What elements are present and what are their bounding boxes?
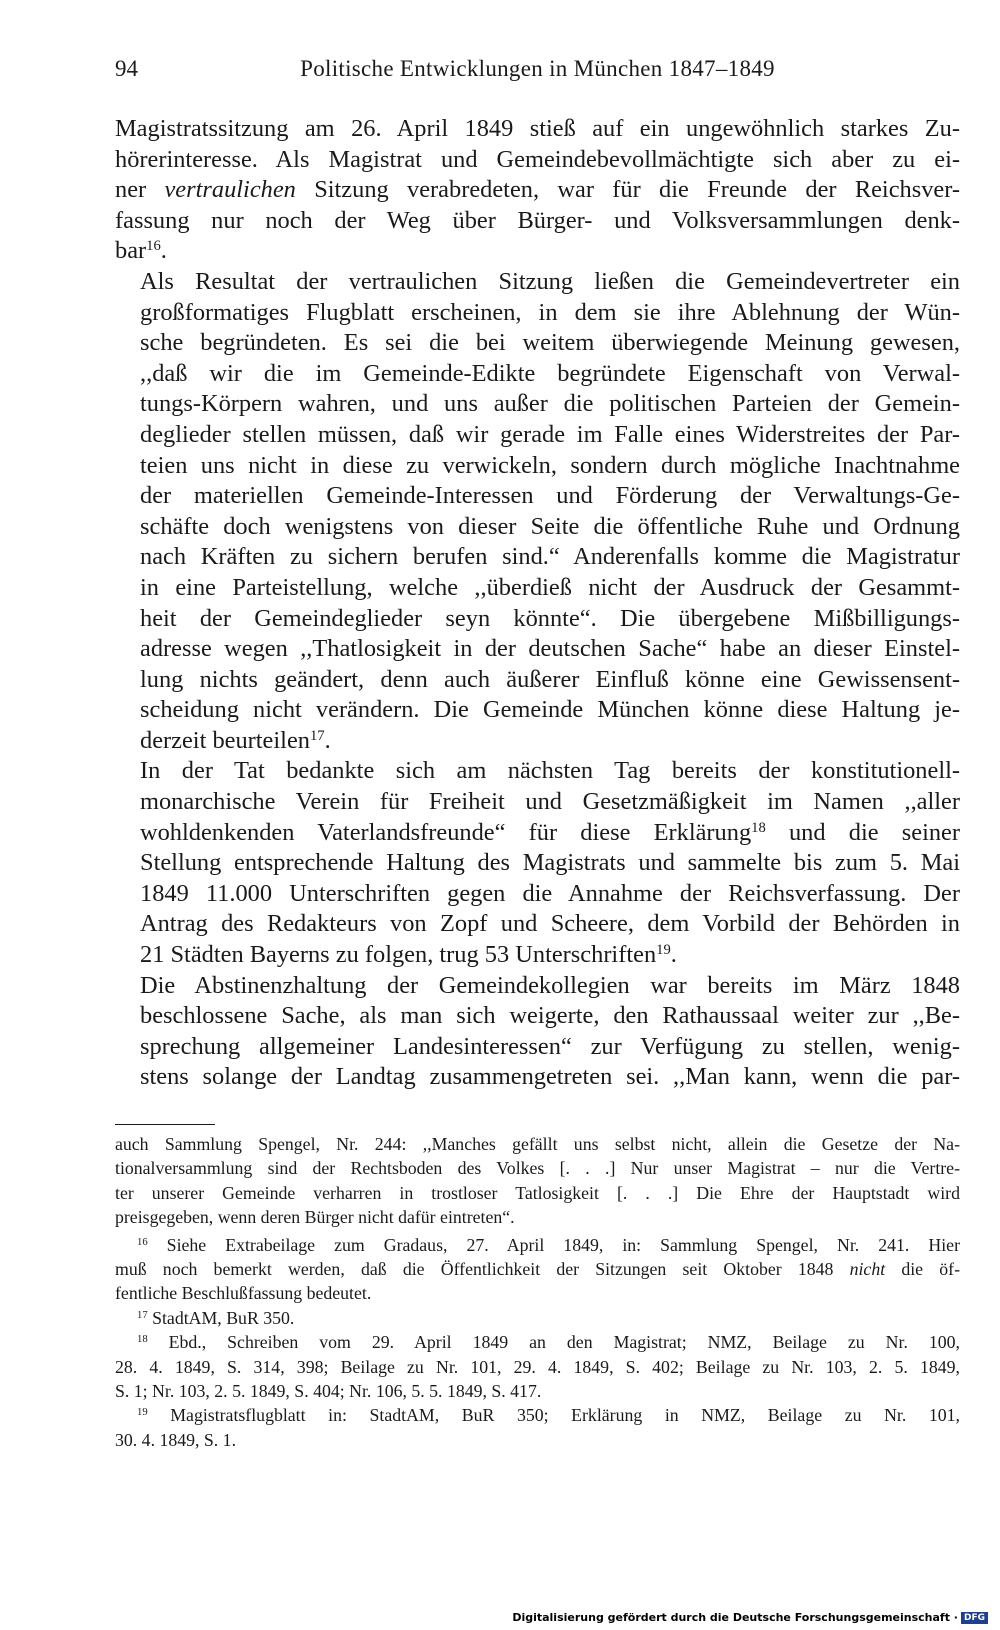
text-line [115, 236, 960, 267]
text-line: adresse wegen ,,Thatlosigkeit in der deutschen Sache“ habe an dieser Einstel- [140, 635, 960, 663]
digitization-footer [512, 1611, 988, 1624]
footnote-ref: 17 [309, 727, 325, 744]
text-segment: 21 Städten Bayerns zu folgen, trug 53 Unterschriften [140, 941, 657, 969]
text-segment: Sitzung verabredeten, war für die Freunde der Reichsver- [295, 176, 960, 204]
text-segment: muß noch bemerkt werden, daß die Öffentlichkeit der Sitzungen seit Oktober 1848 [115, 1259, 850, 1280]
text-line: hörerinteresse. Als Magistrat und Gemeindebevollmächtigte sich aber zu ei- [115, 145, 960, 173]
text-line: teien uns nicht in diese zu verwickeln, sondern durch mögliche Inachtnahme [140, 451, 960, 479]
text-segment: und die seiner [765, 818, 960, 846]
text-line [115, 175, 960, 206]
text-line: 30. 4. 1849, S. 1. [115, 1429, 237, 1450]
text-line: sche begründeten. Es sei die bei weitem überwiegende Meinung gewesen, [140, 329, 960, 357]
paragraph-3 [115, 756, 960, 970]
text-line: Antrag des Redakteurs von Zopf und Scheere, dem Vorbild der Behörden in [140, 910, 960, 938]
text-segment: Siehe Extrabeilage zum Gradaus, 27. April 1849, in: Sammlung Spengel, Nr. 241. Hier [147, 1234, 960, 1255]
text-line: auch Sammlung Spengel, Nr. 244: ,,Manches gefällt uns selbst nicht, allein die Gesetze der Na- [115, 1134, 960, 1154]
text-line [115, 818, 960, 849]
text-line: Als Resultat der vertraulichen Sitzung ließen die Gemeindevertreter ein [140, 267, 960, 295]
text-line [115, 940, 960, 971]
text-line: scheidung nicht verändern. Die Gemeinde München könne diese Haltung je- [140, 696, 960, 724]
text-line: fentliche Beschlußfassung bedeutet. [115, 1283, 372, 1304]
paragraph-2 [115, 267, 960, 757]
emphasis: nicht [849, 1259, 886, 1280]
text-line: In der Tat bedankte sich am nächsten Tag bereits der konstitutionell- [140, 757, 960, 785]
text-line: Stellung entsprechende Haltung des Magistrats und sammelte bis zum 5. Mai [140, 849, 960, 877]
text-line [115, 1306, 960, 1330]
running-title: Politische Entwicklungen in München 1847–1849 [300, 56, 775, 81]
text-line [115, 1330, 960, 1354]
footnote-ref: 16 [146, 238, 161, 255]
text-segment: . [160, 237, 167, 265]
footer-text: Digitalisierung gefördert durch die Deutsche Forschungsgemeinschaft · [512, 1611, 958, 1624]
text-segment: . [670, 941, 677, 969]
text-segment: Ebd., Schreiben vom 29. April 1849 an den Magistrat; NMZ, Beilage zu Nr. 100, [147, 1332, 960, 1353]
text-line: nach Kräften zu sichern berufen sind.“ Anderenfalls komme die Magistratur [140, 543, 960, 571]
text-line: sprechung allgemeiner Landesinteressen“ zur Verfügung zu stellen, wenig- [140, 1032, 960, 1060]
footnote-ref: 16 [137, 1235, 148, 1248]
text-segment: die öf- [885, 1259, 960, 1280]
text-segment: StadtAM, BuR 350. [147, 1307, 295, 1328]
text-line: 28. 4. 1849, S. 314, 398; Beilage zu Nr. 101, 29. 4. 1849, S. 402; Beilage zu Nr. 103, 2. 5. 1849, [115, 1356, 960, 1377]
emphasis: vertraulichen [164, 176, 296, 204]
footnote-19 [115, 1403, 960, 1452]
text-line [115, 1257, 960, 1281]
footnote-ref: 18 [137, 1333, 148, 1346]
text-line [115, 726, 960, 757]
text-segment: bar [115, 237, 147, 265]
text-line: ter unserer Gemeinde verharren in trostloser Tatlosigkeit [. . .] Die Ehre der Hauptstadt wird [115, 1182, 960, 1203]
text-line: Die Abstinenzhaltung der Gemeindekollegien war bereits im März 1848 [140, 971, 960, 999]
text-line: großformatiges Flugblatt erscheinen, in dem sie ihre Ablehnung der Wün- [140, 298, 960, 326]
paragraph-1 [115, 114, 960, 267]
text-segment: ner [115, 176, 165, 204]
text-line: 1849 11.000 Unterschriften gegen die Annahme der Reichsverfassung. Der [140, 879, 960, 907]
text-line: deglieder stellen müssen, daß wir gerade im Falle eines Widerstreites der Par- [140, 420, 960, 448]
page-number: 94 [115, 56, 138, 81]
text-line: ,,daß wir die im Gemeinde-Edikte begründete Eigenschaft von Verwal- [140, 359, 960, 387]
body-text [115, 114, 960, 1093]
text-line: fassung nur noch der Weg über Bürger- und Volksversammlungen denk- [115, 206, 960, 234]
text-line: schäfte doch wenigstens von dieser Seite die öffentliche Ruhe und Ordnung [140, 512, 960, 540]
text-line: monarchische Verein für Freiheit und Gesetzmäßigkeit im Namen ,,aller [140, 788, 960, 816]
text-line: stens solange der Landtag zusammengetreten sei. ,,Man kann, wenn die par- [140, 1063, 960, 1091]
page-header [115, 56, 960, 88]
text-line: der materiellen Gemeinde-Interessen und Förderung der Verwaltungs-Ge- [140, 482, 960, 510]
text-segment: . [324, 726, 331, 754]
footnote-17 [115, 1306, 960, 1330]
text-segment: wohldenkenden Vaterlandsfreunde“ für diese Erklärung [140, 818, 752, 846]
text-line: in eine Parteistellung, welche ,,überdieß nicht der Ausdruck der Gesammt- [140, 573, 960, 601]
text-line: heit der Gemeindeglieder seyn könnte“. Die übergebene Mißbilligungs- [140, 604, 960, 632]
footnote-ref: 19 [656, 941, 671, 958]
text-line [115, 1233, 960, 1257]
text-line: Magistratssitzung am 26. April 1849 stieß auf ein ungewöhnlich starkes Zu- [115, 115, 960, 142]
footnote-continuation [115, 1132, 960, 1230]
footnote-ref: 18 [751, 819, 766, 836]
footnote-18 [115, 1330, 960, 1403]
text-line [115, 1403, 960, 1427]
footnote-rule [115, 1124, 215, 1125]
text-line: lung nichts geändert, denn auch äußerer Einfluß könne eine Gewissensent- [140, 665, 960, 693]
text-line: tionalversammlung sind der Rechtsboden des Volkes [. . .] Nur unser Magistrat – nur die Vertre- [115, 1158, 960, 1179]
paragraph-4 [115, 971, 960, 1093]
footnotes [115, 1132, 960, 1452]
footnote-ref: 19 [137, 1406, 148, 1419]
text-segment: Magistratsflugblatt in: StadtAM, BuR 350; Erklärung in NMZ, Beilage zu Nr. 101, [147, 1405, 960, 1426]
text-line: tungs-Körpern wahren, und uns außer die politischen Parteien der Gemein- [140, 390, 960, 418]
text-segment: derzeit beurteilen [140, 726, 310, 754]
text-line: beschlossene Sache, als man sich weigerte, den Rathaussaal weiter zur ,,Be- [140, 1002, 960, 1030]
text-line: preisgegeben, wenn deren Bürger nicht dafür eintreten“. [115, 1207, 515, 1228]
text-line: S. 1; Nr. 103, 2. 5. 1849, S. 404; Nr. 106, 5. 5. 1849, S. 417. [115, 1381, 542, 1402]
dfg-logo: DFG [961, 1612, 988, 1624]
footnote-ref: 17 [137, 1308, 148, 1321]
footnote-16 [115, 1233, 960, 1306]
